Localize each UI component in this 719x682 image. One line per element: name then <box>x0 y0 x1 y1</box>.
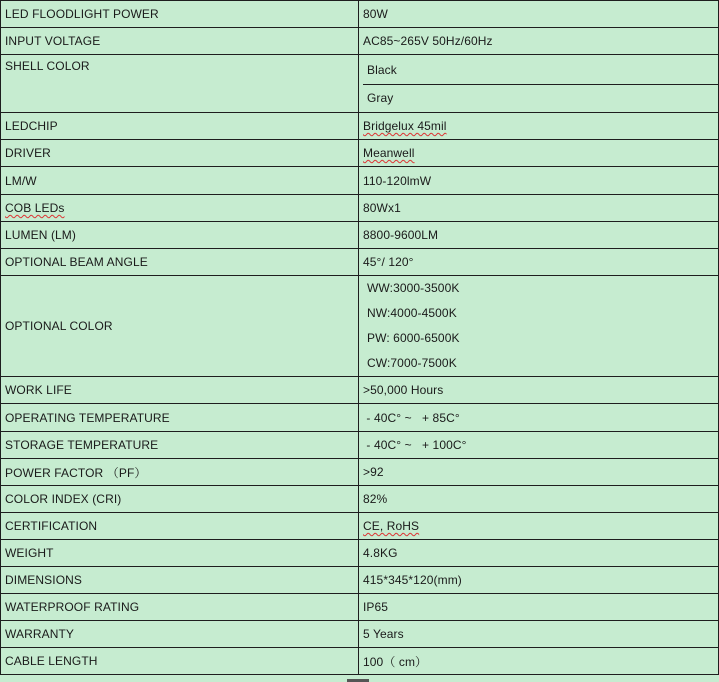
spec-value <box>359 513 719 540</box>
spec-value: - 40C° ~ + 85C° <box>359 404 719 432</box>
spec-label: DIMENSIONS <box>1 567 359 594</box>
spec-value-line: Black <box>367 62 397 77</box>
spec-row-waterproof <box>1 594 719 621</box>
spec-label: DRIVER <box>1 140 359 167</box>
spec-row-cob-leds <box>1 195 719 222</box>
spec-label: WATERPROOF RATING <box>1 594 359 621</box>
spec-label: LUMEN (LM) <box>1 222 359 249</box>
spec-label: WARRANTY <box>1 621 359 648</box>
spec-value-line: WW:3000-3500K <box>367 281 460 295</box>
spec-label: CABLE LENGTH <box>1 648 359 675</box>
spec-label: STORAGE TEMPERATURE <box>1 432 359 459</box>
spec-row-warranty <box>1 621 719 648</box>
spec-value: 45°/ 120° <box>359 249 719 276</box>
spec-value-line: PW: 6000-6500K <box>367 331 460 345</box>
spec-value: IP65 <box>359 594 719 621</box>
spec-row-storage-temp <box>1 432 719 459</box>
spec-label: LM/W <box>1 167 359 195</box>
spec-label: WEIGHT <box>1 540 359 567</box>
spec-label: LEDCHIP <box>1 113 359 140</box>
spec-row-shell-color <box>1 55 719 113</box>
spec-value: 8800-9600LM <box>359 222 719 249</box>
spec-row-driver <box>1 140 719 167</box>
spec-row-operating-temp <box>1 404 719 432</box>
spec-label: OPTIONAL COLOR <box>1 276 359 377</box>
spec-value: 100（ cm） <box>359 648 719 675</box>
spec-label <box>1 195 359 222</box>
spec-label: POWER FACTOR （PF） <box>1 459 359 486</box>
spec-label: LED FLOODLIGHT POWER <box>1 1 359 28</box>
spec-value: - 40C° ~ + 100C° <box>359 432 719 459</box>
spec-row-power-factor <box>1 459 719 486</box>
spec-row-dimensions <box>1 567 719 594</box>
spec-value: 4.8KG <box>359 540 719 567</box>
spec-label: OPTIONAL BEAM ANGLE <box>1 249 359 276</box>
spec-value: 80W <box>359 1 719 28</box>
spec-row-certification <box>1 513 719 540</box>
spec-value-line: CW:7000-7500K <box>367 356 457 370</box>
spec-label: CERTIFICATION <box>1 513 359 540</box>
spec-row-lmw <box>1 167 719 195</box>
spec-value-text: CE, RoHS <box>363 519 420 533</box>
spec-row-beam-angle <box>1 249 719 276</box>
spec-label: SHELL COLOR <box>1 55 359 113</box>
spec-row-ledchip <box>1 113 719 140</box>
spec-label: OPERATING TEMPERATURE <box>1 404 359 432</box>
spec-row-power <box>1 1 719 28</box>
spec-value: >50,000 Hours <box>359 377 719 404</box>
spec-value: AC85~265V 50Hz/60Hz <box>359 28 719 55</box>
spec-value: 80Wx1 <box>359 195 719 222</box>
spec-value: 415*345*120(mm) <box>359 567 719 594</box>
spec-value-line: Gray <box>363 84 718 111</box>
spec-label: INPUT VOLTAGE <box>1 28 359 55</box>
spec-value-multi <box>359 55 719 113</box>
spec-row-optional-color <box>1 276 719 377</box>
spec-value: 5 Years <box>359 621 719 648</box>
spec-value-text: Bridgelux 45mil <box>363 119 447 133</box>
spec-row-work-life <box>1 377 719 404</box>
spec-row-weight <box>1 540 719 567</box>
spec-value <box>359 113 719 140</box>
spec-value: 110-120lmW <box>359 167 719 195</box>
spec-row-lumen <box>1 222 719 249</box>
spec-label-text: COB LEDs <box>5 201 65 215</box>
spec-row-cable-length <box>1 648 719 675</box>
spec-value-multi <box>359 276 719 377</box>
spec-value <box>359 140 719 167</box>
spec-label: COLOR INDEX (CRI) <box>1 486 359 513</box>
spec-value-line: NW:4000-4500K <box>367 306 457 320</box>
spec-value-text: Meanwell <box>363 146 415 160</box>
spec-label: WORK LIFE <box>1 377 359 404</box>
spec-value: 82% <box>359 486 719 513</box>
spec-row-input-voltage <box>1 28 719 55</box>
spec-row-cri <box>1 486 719 513</box>
spec-value: >92 <box>359 459 719 486</box>
